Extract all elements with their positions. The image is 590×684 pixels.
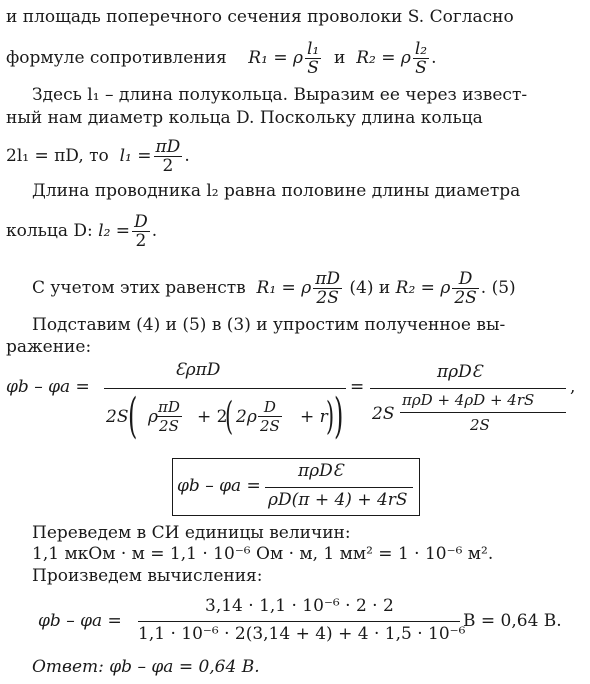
main-rho: ρ	[148, 407, 158, 427]
box-fraction-bar	[265, 487, 413, 488]
text-fragment: . (5)	[480, 278, 516, 298]
fraction-d-2s-inline	[258, 398, 282, 435]
text-fragment: кольца D:	[6, 221, 93, 241]
main-plus-2: + 2	[197, 407, 228, 427]
text-line-3: Здесь l₁ – длина полукольца. Выразим ее через извест-	[32, 85, 528, 105]
right-numerator: πρDƐ	[437, 362, 483, 382]
fraction-numerator: D	[134, 212, 148, 232]
text-line-6: Длина проводника l₂ равна половине длины диаметра	[32, 181, 521, 201]
formula-l2-lhs: l₂ =	[98, 221, 131, 241]
fraction-numerator: πD	[155, 137, 181, 157]
answer-value: φb – φa = 0,64 В.	[109, 657, 260, 677]
main-den-prefix: 2S	[106, 407, 129, 427]
text-fragment: (4) и	[349, 278, 391, 298]
calc-lhs: φb – φa =	[38, 611, 122, 631]
calc-fraction-bar	[138, 621, 460, 622]
text-fragment: 2l₁ = πD,	[6, 146, 84, 166]
formula-r2-lhs: R₂ = ρ	[356, 48, 411, 68]
text-line-11: Переведем в СИ единицы величин:	[32, 523, 351, 543]
answer-line	[32, 656, 260, 678]
fraction-numerator: πD	[158, 398, 180, 416]
right-comma: ,	[570, 377, 576, 397]
fraction-numerator: l₂	[414, 39, 428, 59]
text-line-13: Произведем вычисления:	[32, 566, 263, 586]
main-equation-numerator: ƐρπD	[175, 360, 221, 380]
answer-label: Ответ:	[32, 657, 104, 677]
text-fragment: и	[334, 48, 346, 68]
fraction-pid-2s-inline	[156, 398, 182, 435]
formula-l1-lhs: l₁ =	[119, 146, 152, 166]
fraction-numerator: D	[258, 398, 282, 417]
text-fragment: С учетом этих равенств	[32, 278, 246, 298]
text-line-4: ный нам диаметр кольца D. Поскольку длина кольца	[6, 108, 483, 128]
fraction-numerator: D	[452, 270, 478, 289]
fraction-l1-over-s	[305, 40, 321, 77]
paren-open: (	[225, 394, 234, 438]
fraction-l2-over-s	[413, 40, 429, 77]
fraction-numerator: l₁	[306, 39, 320, 59]
big-paren-close: )	[334, 388, 344, 444]
text-line-5: 2l₁ = πD, то l₁ = $\frac{\pi D}{2}$ .	[6, 137, 190, 176]
text-line-7: кольца D: l₂ = $\frac{D}{2}$ .	[6, 212, 158, 251]
paren-close: )	[326, 394, 335, 438]
big-paren-open: (	[128, 388, 138, 444]
calc-denominator: 1,1 · 10⁻⁶ · 2(3,14 + 4) + 4 · 1,5 · 10⁻⁶	[138, 624, 466, 644]
right-inner-fraction-bar	[400, 412, 566, 413]
formula-r1b-lhs: R₁ = ρ	[256, 278, 312, 298]
fraction-denominator: 2S	[454, 288, 477, 308]
right-fraction-bar	[370, 388, 566, 389]
fraction-d-over-2s	[452, 270, 478, 307]
fraction-pid-over-2s	[313, 270, 342, 307]
fraction-denominator: S	[415, 58, 427, 78]
fraction-denominator: 2S	[260, 417, 280, 435]
main-equals: =	[350, 377, 365, 397]
fraction-denominator: S	[307, 58, 319, 78]
fraction-pid-over-2	[154, 138, 183, 175]
right-den-numerator: πρD + 4ρD + 4rS	[402, 391, 535, 409]
text-fragment: формуле сопротивления	[6, 48, 227, 68]
box-denominator: ρD(π + 4) + 4rS	[268, 490, 408, 510]
text-fragment: то	[89, 146, 109, 166]
main-fraction-bar	[104, 388, 346, 389]
main-equation-lhs: φb – φa =	[6, 377, 90, 397]
main-plus-r: + r	[300, 407, 328, 427]
box-lhs: φb – φa =	[177, 476, 261, 496]
fraction-denominator: 2S	[159, 417, 179, 435]
right-den-denominator: 2S	[470, 416, 490, 434]
formula-r2b-lhs: R₂ = ρ	[395, 278, 451, 298]
text-line-9: Подставим (4) и (5) в (3) и упростим полученное вы-	[32, 315, 506, 335]
right-den-prefix: 2S	[372, 404, 395, 424]
fraction-numerator: πD	[315, 269, 341, 289]
fraction-denominator: 2S	[316, 288, 339, 308]
box-numerator: πρDƐ	[298, 461, 344, 481]
fraction-denominator: 2	[162, 156, 174, 176]
fraction-d-over-2	[132, 213, 150, 250]
calc-numerator: 3,14 · 1,1 · 10⁻⁶ · 2 · 2	[205, 596, 394, 616]
boxed-result	[172, 458, 420, 516]
fraction-denominator: 2	[135, 231, 147, 251]
text-line-2: формуле сопротивления R₁ = ρ $\frac{\text{l₁}}{S}$ и R₂ = ρ $\frac{\text{l₂}}{S}$ .	[6, 39, 437, 78]
text-line-12: 1,1 мкОм · м = 1,1 · 10⁻⁶ Ом · м, 1 мм² = 1 · 10⁻⁶ м².	[32, 544, 494, 564]
calc-result: В = 0,64 В.	[463, 611, 562, 631]
text-line-1: и площадь поперечного сечения проволоки S. Согласно	[6, 7, 514, 27]
text-line-10: ражение:	[6, 337, 92, 357]
text-line-8	[32, 270, 516, 307]
formula-r1-lhs: R₁ = ρ	[248, 48, 303, 68]
main-2rho: 2ρ	[236, 407, 257, 427]
